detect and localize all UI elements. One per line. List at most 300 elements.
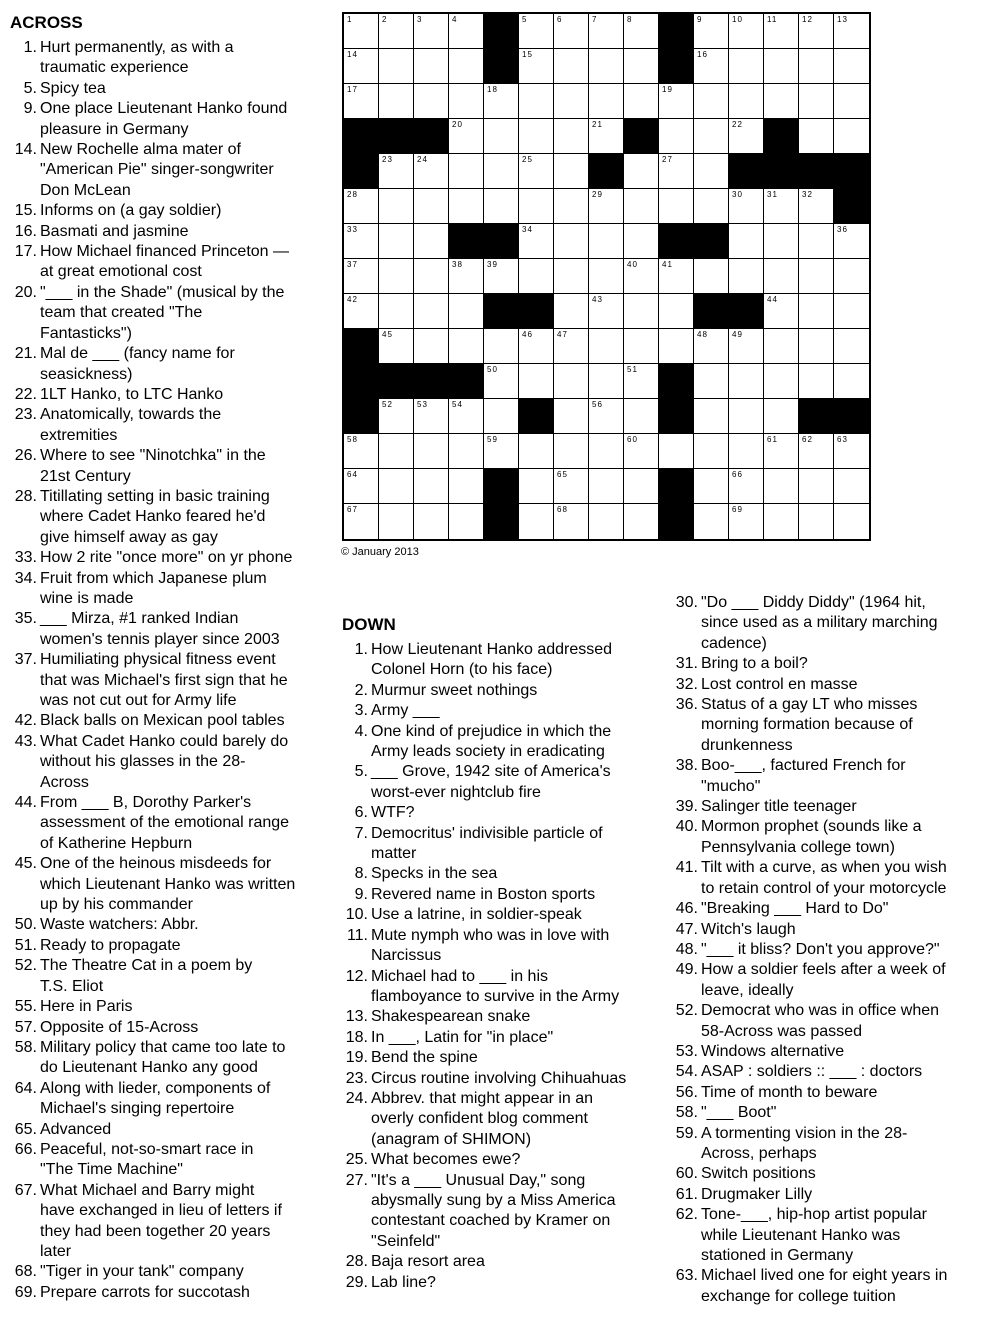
grid-cell — [589, 504, 624, 539]
black-square — [694, 224, 729, 259]
grid-cell — [764, 364, 799, 399]
cell-number: 13 — [837, 15, 848, 24]
clue-text: Revered name in Boston sports — [371, 885, 596, 903]
clue — [10, 1140, 335, 1181]
clue-text: Informs on (a gay soldier) — [40, 202, 222, 220]
clue-text: Time of month to beware — [701, 1083, 878, 1101]
clue — [671, 1083, 996, 1103]
grid-cell — [694, 434, 729, 469]
grid-cell — [414, 154, 449, 189]
clue — [341, 885, 671, 905]
grid-cell — [834, 224, 869, 259]
clue-number: 23. — [345, 1069, 368, 1087]
grid-cell — [554, 189, 589, 224]
cell-number: 2 — [382, 15, 388, 24]
cell-number: 54 — [452, 400, 463, 409]
grid-cell — [554, 329, 589, 364]
clue-text: flamboyance to survive in the Army — [371, 987, 620, 1005]
clue-number: 5. — [354, 763, 368, 781]
copyright-notice: © January 2013 — [341, 546, 419, 558]
cell-number: 29 — [592, 190, 603, 199]
clue — [10, 609, 335, 650]
clue-number: 25. — [345, 1151, 368, 1169]
black-square — [799, 399, 834, 434]
clue — [10, 569, 335, 610]
clue — [341, 905, 671, 925]
clue-text: One kind of prejudice in which the — [371, 722, 612, 740]
grid-cell — [519, 189, 554, 224]
grid-cell — [729, 49, 764, 84]
grid-cell — [484, 364, 519, 399]
cell-number: 27 — [662, 155, 673, 164]
grid-cell — [519, 119, 554, 154]
clue-number: 36. — [675, 696, 698, 714]
clue — [671, 858, 996, 899]
grid-cell — [449, 469, 484, 504]
clue-number: 66. — [14, 1140, 37, 1158]
grid-cell — [554, 294, 589, 329]
clue-text: Tone-___, hip-hop artist popular — [701, 1206, 927, 1224]
clue-number: 13. — [345, 1008, 368, 1026]
clue-text: Ready to propagate — [40, 936, 181, 954]
clue-text: Circus routine involving Chihuahuas — [371, 1069, 627, 1087]
grid-cell — [659, 84, 694, 119]
clue-text: Use a latrine, in soldier-speak — [371, 906, 582, 924]
cell-number: 21 — [592, 120, 603, 129]
clue — [10, 283, 335, 344]
grid-cell — [659, 119, 694, 154]
clue-text: Pennsylvania college town) — [701, 838, 895, 856]
clue-number: 57. — [14, 1018, 37, 1036]
clue — [341, 722, 671, 763]
clue — [341, 1252, 671, 1272]
black-square — [484, 49, 519, 84]
clue-number: 61. — [675, 1185, 698, 1203]
clue-number: 16. — [14, 222, 37, 240]
black-square — [659, 469, 694, 504]
clue — [341, 1028, 671, 1048]
clue — [10, 936, 335, 956]
clue-text: matter — [371, 845, 417, 863]
grid-cell — [379, 49, 414, 84]
clue — [10, 915, 335, 935]
grid-cell — [589, 399, 624, 434]
grid-cell — [344, 49, 379, 84]
grid-cell — [379, 399, 414, 434]
clue-text: Boo-___, factured French for — [701, 757, 906, 775]
cell-number: 14 — [347, 50, 358, 59]
cell-number: 52 — [382, 400, 393, 409]
clue-number: 64. — [14, 1079, 37, 1097]
clue-text: ASAP : soldiers :: ___ : doctors — [701, 1063, 923, 1081]
clue-number: 9. — [354, 885, 368, 903]
grid-cell — [799, 259, 834, 294]
clue-text: "It's a ___ Unusual Day," song — [371, 1171, 586, 1189]
clue-text: From ___ B, Dorothy Parker's — [40, 794, 252, 812]
clue-text: The Theatre Cat in a poem by — [40, 957, 253, 975]
clue-number: 29. — [345, 1273, 368, 1291]
grid-cell — [624, 189, 659, 224]
black-square — [764, 154, 799, 189]
clue-number: 27. — [345, 1171, 368, 1189]
cell-number: 59 — [487, 435, 498, 444]
clue-number: 45. — [14, 855, 37, 873]
clue-text: "Tiger in your tank" company — [40, 1263, 244, 1281]
grid-cell — [799, 469, 834, 504]
cell-number: 39 — [487, 260, 498, 269]
grid-cell — [379, 189, 414, 224]
clue-text: leave, ideally — [701, 981, 794, 999]
grid-cell — [624, 154, 659, 189]
clue-number: 51. — [14, 936, 37, 954]
cell-number: 41 — [662, 260, 673, 269]
clue-number: 1. — [23, 39, 37, 56]
across-heading: ACROSS — [10, 13, 83, 32]
clue-text: Mute nymph who was in love with — [371, 926, 610, 944]
clue-number: 65. — [14, 1120, 37, 1138]
clue-number: 47. — [675, 920, 698, 938]
clue-text: How a soldier feels after a week of — [701, 961, 946, 979]
black-square — [519, 294, 554, 329]
clue-text: "American Pie" singer-songwriter — [40, 161, 274, 179]
grid-cell — [449, 84, 484, 119]
clue — [671, 1164, 996, 1184]
clue-text: Across — [40, 773, 89, 791]
clue-text: up by his commander — [40, 896, 193, 914]
black-square — [414, 119, 449, 154]
grid-cell — [694, 119, 729, 154]
grid-cell — [799, 84, 834, 119]
clue-text: Democritus' indivisible particle of — [371, 824, 603, 842]
clue-number: 4. — [354, 722, 368, 740]
clue — [10, 201, 335, 221]
clue — [10, 650, 335, 711]
cell-number: 5 — [522, 15, 528, 24]
grid-cell — [659, 189, 694, 224]
grid-cell — [344, 224, 379, 259]
clue-number: 53. — [675, 1042, 698, 1060]
grid-cell — [554, 504, 589, 539]
grid-cell — [799, 224, 834, 259]
clue-text: Murmur sweet nothings — [371, 681, 538, 699]
clue-number: 58. — [14, 1038, 37, 1056]
clue-text: A tormenting vision in the 28- — [701, 1124, 908, 1142]
clue-text: worst-ever nightclub fire — [371, 783, 541, 801]
grid-cell — [729, 504, 764, 539]
grid-cell — [624, 49, 659, 84]
clue-text: drunkenness — [701, 736, 793, 754]
clue — [341, 864, 671, 884]
grid-cell — [694, 154, 729, 189]
grid-cell — [624, 259, 659, 294]
black-square — [344, 399, 379, 434]
grid-cell — [694, 469, 729, 504]
clue-number: 55. — [14, 998, 37, 1016]
clue — [671, 654, 996, 674]
clue-text: Status of a gay LT who misses — [701, 696, 918, 714]
grid-cell — [589, 84, 624, 119]
clue-number: 19. — [345, 1049, 368, 1067]
grid-cell — [799, 504, 834, 539]
cell-number: 37 — [347, 260, 358, 269]
grid-cell — [729, 14, 764, 49]
clue-text: How Lieutenant Hanko addressed — [371, 641, 613, 658]
grid-cell — [379, 329, 414, 364]
clue-number: 40. — [675, 818, 698, 836]
clue-text: exchange for college tuition — [701, 1287, 896, 1305]
clue — [341, 1150, 671, 1170]
clue-text: Switch positions — [701, 1165, 816, 1183]
grid-cell — [799, 119, 834, 154]
grid-cell — [344, 189, 379, 224]
clue-text: Anatomically, towards the — [40, 406, 222, 424]
cell-number: 8 — [627, 15, 633, 24]
cell-number: 10 — [732, 15, 743, 24]
clue-text: Michael had to ___ in his — [371, 967, 548, 985]
grid-cell — [834, 469, 869, 504]
grid-cell — [344, 469, 379, 504]
cell-number: 28 — [347, 190, 358, 199]
clue-text: How Michael financed Princeton — — [40, 243, 290, 261]
clue-text: One of the heinous misdeeds for — [40, 855, 272, 873]
clue — [671, 1001, 996, 1042]
clue-number: 58. — [675, 1104, 698, 1122]
grid-cell — [554, 154, 589, 189]
clue — [10, 1079, 335, 1120]
clue-text: Abbrev. that might appear in an — [371, 1089, 594, 1107]
grid-cell — [414, 189, 449, 224]
clue — [10, 711, 335, 731]
black-square — [659, 364, 694, 399]
clue-text: (anagram of SHIMON) — [371, 1130, 532, 1148]
grid-cell — [519, 504, 554, 539]
clue-text: "Breaking ___ Hard to Do" — [701, 900, 889, 918]
grid-cell — [379, 14, 414, 49]
cell-number: 31 — [767, 190, 778, 199]
clue-number: 63. — [675, 1267, 698, 1285]
grid-cell — [624, 14, 659, 49]
grid-cell — [554, 469, 589, 504]
grid-cell — [379, 259, 414, 294]
clue-text: Lab line? — [371, 1273, 436, 1291]
clue — [10, 956, 335, 997]
grid-cell — [624, 224, 659, 259]
grid-cell — [379, 504, 414, 539]
clue-text: Colonel Horn (to his face) — [371, 661, 553, 679]
cell-number: 48 — [697, 330, 708, 339]
grid-cell — [694, 84, 729, 119]
clue — [341, 1048, 671, 1068]
grid-cell — [449, 504, 484, 539]
grid-cell — [519, 329, 554, 364]
grid-cell — [624, 329, 659, 364]
grid-cell — [764, 504, 799, 539]
cell-number: 45 — [382, 330, 393, 339]
grid-cell — [414, 399, 449, 434]
grid-cell — [554, 49, 589, 84]
grid-cell — [449, 434, 484, 469]
clue-number: 54. — [675, 1063, 698, 1081]
grid-cell — [519, 49, 554, 84]
clue-text: Here in Paris — [40, 998, 133, 1016]
grid-cell — [449, 399, 484, 434]
grid-cell — [729, 329, 764, 364]
grid-cell — [414, 14, 449, 49]
clue-number: 62. — [675, 1206, 698, 1224]
clue — [10, 1262, 335, 1282]
clue — [10, 38, 335, 79]
clue-text: women's tennis player since 2003 — [40, 630, 280, 648]
clue-number: 60. — [675, 1165, 698, 1183]
grid-cell — [799, 189, 834, 224]
grid-cell — [799, 49, 834, 84]
clue-number: 1. — [354, 641, 368, 658]
clue-number: 15. — [14, 202, 37, 220]
cell-number: 6 — [557, 15, 563, 24]
grid-cell — [624, 399, 659, 434]
clue-number: 32. — [675, 675, 698, 693]
black-square — [659, 49, 694, 84]
grid-cell — [834, 504, 869, 539]
black-square — [694, 294, 729, 329]
clue-text: Army leads society in eradicating — [371, 743, 605, 761]
clue-text: WTF? — [371, 804, 415, 822]
black-square — [519, 399, 554, 434]
clue — [10, 344, 335, 385]
clue-text: give himself away as gay — [40, 528, 218, 546]
clue-number: 43. — [14, 732, 37, 750]
grid-cell — [414, 294, 449, 329]
cell-number: 15 — [522, 50, 533, 59]
clue-text: Specks in the sea — [371, 865, 498, 883]
clue-text: Narcissus — [371, 947, 442, 965]
clue-text: What Cadet Hanko could barely do — [40, 732, 289, 750]
clue — [341, 1069, 671, 1089]
crossword-grid — [342, 12, 871, 541]
clue — [671, 695, 996, 756]
grid-cell — [694, 329, 729, 364]
clue — [671, 1103, 996, 1123]
clue-number: 5. — [23, 79, 37, 97]
clue-number: 26. — [14, 447, 37, 465]
grid-cell — [414, 49, 449, 84]
clue-number: 14. — [14, 141, 37, 159]
grid-cell — [379, 154, 414, 189]
clue-text: later — [40, 1242, 72, 1260]
clue — [341, 1171, 671, 1253]
grid-cell — [589, 364, 624, 399]
black-square — [729, 294, 764, 329]
cell-number: 63 — [837, 435, 848, 444]
clue-text: contestant coached by Kramer on — [371, 1212, 611, 1230]
grid-cell — [764, 294, 799, 329]
cell-number: 9 — [697, 15, 703, 24]
clue-text: Michael lived one for eight years in — [701, 1267, 948, 1285]
grid-cell — [659, 329, 694, 364]
clue-number: 28. — [14, 487, 37, 505]
grid-cell — [624, 364, 659, 399]
clue — [10, 140, 335, 201]
grid-cell — [379, 224, 414, 259]
grid-cell — [729, 224, 764, 259]
grid-cell — [484, 259, 519, 294]
clue-text: abysmally sung by a Miss America — [371, 1191, 616, 1209]
clue-text: Along with lieder, components of — [40, 1079, 271, 1097]
clue-text: 21st Century — [40, 467, 131, 485]
clue-number: 8. — [354, 865, 368, 883]
clue-number: 33. — [14, 549, 37, 567]
black-square — [834, 154, 869, 189]
clue — [10, 793, 335, 854]
cell-number: 58 — [347, 435, 358, 444]
clue — [671, 1266, 996, 1307]
cell-number: 7 — [592, 15, 598, 24]
grid-cell — [764, 49, 799, 84]
cell-number: 61 — [767, 435, 778, 444]
grid-cell — [764, 14, 799, 49]
clue-text: Lost control en masse — [701, 675, 858, 693]
cell-number: 68 — [557, 505, 568, 514]
grid-cell — [484, 119, 519, 154]
clue-number: 59. — [675, 1124, 698, 1142]
grid-cell — [834, 84, 869, 119]
clue-text: morning formation because of — [701, 716, 913, 734]
cell-number: 25 — [522, 155, 533, 164]
clue-number: 20. — [14, 283, 37, 301]
clue-text: Black balls on Mexican pool tables — [40, 712, 285, 730]
clue — [341, 803, 671, 823]
clue-text: 1LT Hanko, to LTC Hanko — [40, 385, 224, 403]
cell-number: 38 — [452, 260, 463, 269]
grid-cell — [519, 84, 554, 119]
grid-cell — [729, 84, 764, 119]
cell-number: 43 — [592, 295, 603, 304]
cell-number: 3 — [417, 15, 423, 24]
clue — [10, 997, 335, 1017]
grid-cell — [414, 469, 449, 504]
cell-number: 30 — [732, 190, 743, 199]
clue-number: 18. — [345, 1028, 368, 1046]
clue — [671, 1124, 996, 1165]
grid-cell — [694, 14, 729, 49]
clue-number: 30. — [675, 594, 698, 611]
clue-number: 11. — [346, 926, 368, 944]
cell-number: 42 — [347, 295, 358, 304]
black-square — [764, 119, 799, 154]
grid-cell — [799, 294, 834, 329]
cell-number: 44 — [767, 295, 778, 304]
clue — [341, 681, 671, 701]
clue-text: What Michael and Barry might — [40, 1181, 255, 1199]
cell-number: 33 — [347, 225, 358, 234]
grid-cell — [659, 259, 694, 294]
clue — [341, 926, 671, 967]
black-square — [344, 364, 379, 399]
grid-cell — [449, 14, 484, 49]
clue-number: 50. — [14, 916, 37, 934]
grid-cell — [799, 434, 834, 469]
clue-text: Basmati and jasmine — [40, 222, 189, 240]
grid-cell — [344, 84, 379, 119]
clue — [671, 1185, 996, 1205]
clue-number: 48. — [675, 940, 698, 958]
cell-number: 18 — [487, 85, 498, 94]
black-square — [449, 224, 484, 259]
grid-cell — [519, 469, 554, 504]
clue-number: 52. — [14, 957, 37, 975]
cell-number: 24 — [417, 155, 428, 164]
black-square — [414, 364, 449, 399]
